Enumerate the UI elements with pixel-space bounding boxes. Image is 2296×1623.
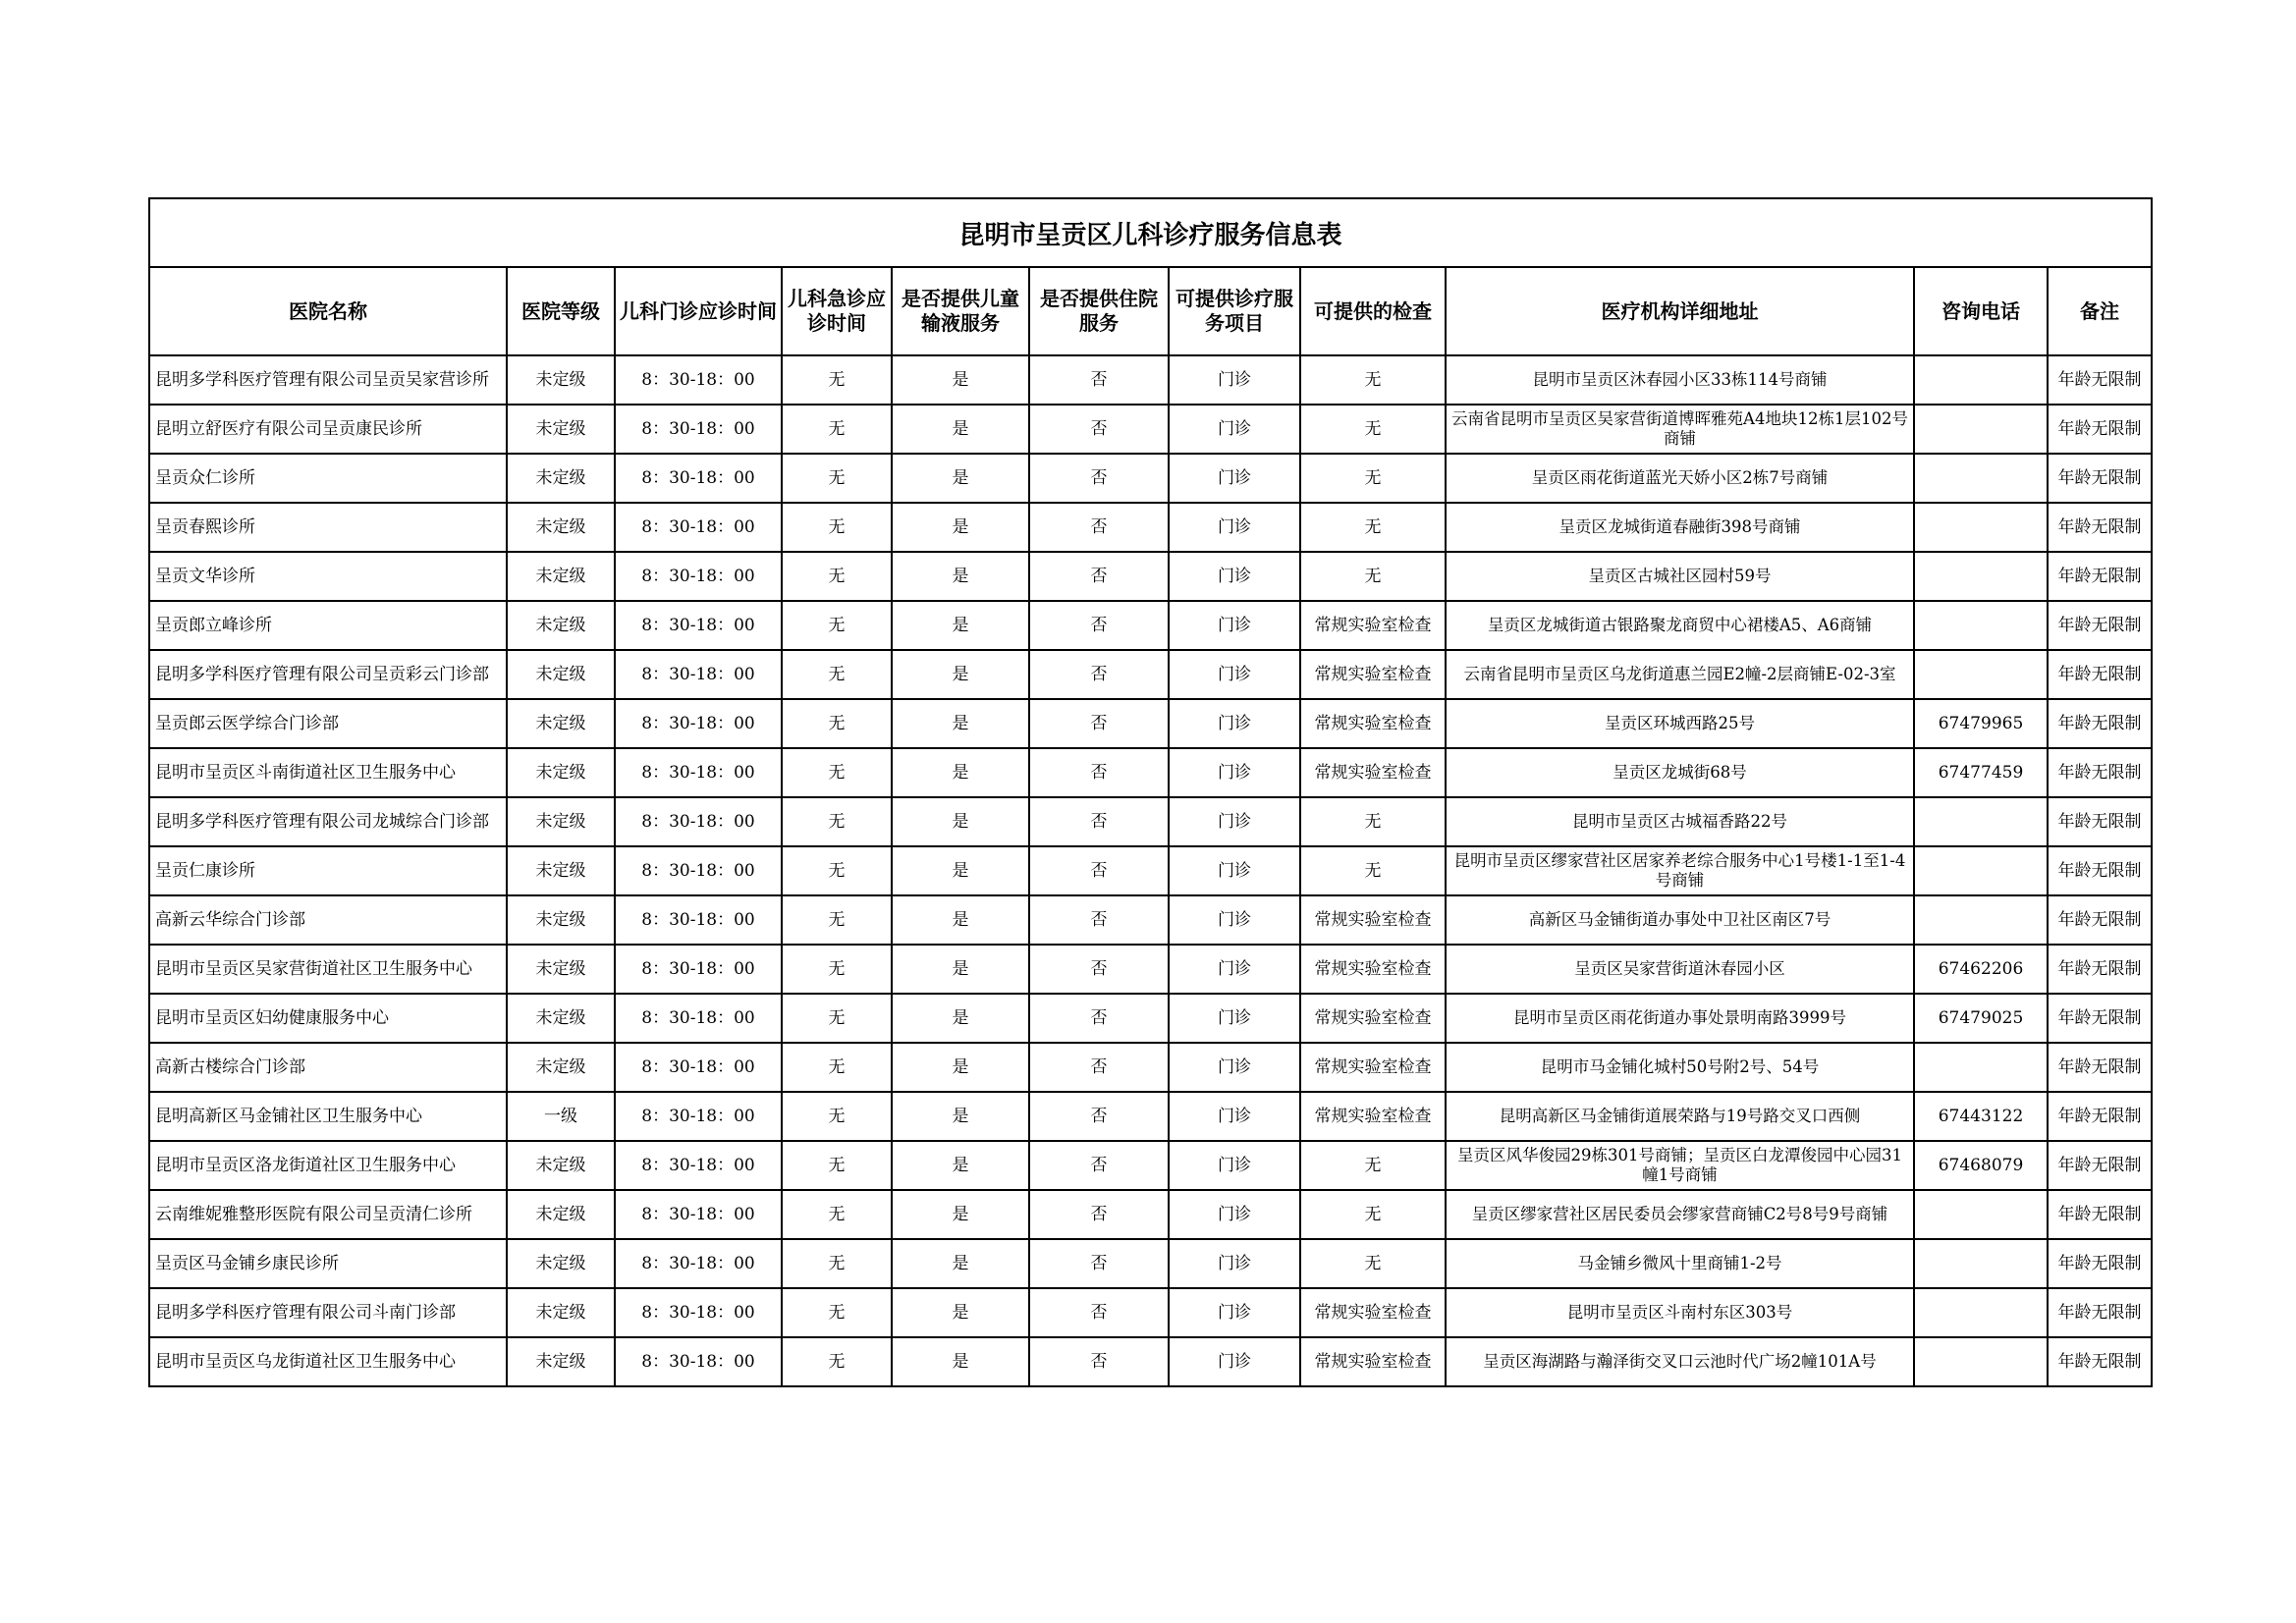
hospital-level-cell: 未定级 (507, 699, 615, 748)
service-items-cell: 门诊 (1169, 797, 1300, 846)
hospital-level-cell: 未定级 (507, 846, 615, 895)
col-header-emergency-hours: 儿科急诊应诊时间 (782, 267, 892, 355)
outpatient-hours-cell: 8：30-18：00 (615, 1288, 782, 1337)
remarks-cell: 年龄无限制 (2048, 1288, 2152, 1337)
service-items-cell: 门诊 (1169, 552, 1300, 601)
hospital-name-cell: 呈贡众仁诊所 (149, 454, 507, 503)
address-cell: 云南省昆明市呈贡区乌龙街道惠兰园E2幢-2层商铺E-02-3室 (1446, 650, 1914, 699)
examinations-cell: 常规实验室检查 (1300, 1092, 1446, 1141)
hospital-name-cell: 呈贡郎云医学综合门诊部 (149, 699, 507, 748)
emergency-hours-cell: 无 (782, 994, 892, 1043)
remarks-cell: 年龄无限制 (2048, 1043, 2152, 1092)
table-row (149, 945, 2152, 994)
emergency-hours-cell: 无 (782, 1288, 892, 1337)
hospital-level-cell: 未定级 (507, 552, 615, 601)
remarks-cell: 年龄无限制 (2048, 846, 2152, 895)
inpatient-service-cell: 否 (1029, 355, 1169, 405)
remarks-cell: 年龄无限制 (2048, 650, 2152, 699)
header-row (149, 267, 2152, 355)
remarks-cell: 年龄无限制 (2048, 1190, 2152, 1239)
inpatient-service-cell: 否 (1029, 650, 1169, 699)
pediatric-service-table (148, 197, 2153, 1387)
outpatient-hours-cell: 8：30-18：00 (615, 895, 782, 945)
hospital-name-cell: 昆明立舒医疗有限公司呈贡康民诊所 (149, 405, 507, 454)
service-items-cell: 门诊 (1169, 405, 1300, 454)
emergency-hours-cell: 无 (782, 1239, 892, 1288)
address-cell: 昆明市呈贡区缪家营社区居家养老综合服务中心1号楼1-1至1-4号商铺 (1446, 846, 1914, 895)
infusion-service-cell: 是 (892, 895, 1029, 945)
table-row (149, 355, 2152, 405)
address-cell: 昆明市呈贡区斗南村东区303号 (1446, 1288, 1914, 1337)
col-header-infusion-service: 是否提供儿童输液服务 (892, 267, 1029, 355)
hospital-name-cell: 昆明市呈贡区妇幼健康服务中心 (149, 994, 507, 1043)
remarks-cell: 年龄无限制 (2048, 1337, 2152, 1386)
examinations-cell: 常规实验室检查 (1300, 1043, 1446, 1092)
outpatient-hours-cell: 8：30-18：00 (615, 503, 782, 552)
phone-cell (1914, 1288, 2048, 1337)
col-header-outpatient-hours: 儿科门诊应诊时间 (615, 267, 782, 355)
hospital-name-cell: 昆明市呈贡区吴家营街道社区卫生服务中心 (149, 945, 507, 994)
service-items-cell: 门诊 (1169, 1190, 1300, 1239)
inpatient-service-cell: 否 (1029, 405, 1169, 454)
inpatient-service-cell: 否 (1029, 552, 1169, 601)
hospital-name-cell: 呈贡区马金铺乡康民诊所 (149, 1239, 507, 1288)
infusion-service-cell: 是 (892, 797, 1029, 846)
phone-cell (1914, 650, 2048, 699)
service-items-cell: 门诊 (1169, 1239, 1300, 1288)
examinations-cell: 常规实验室检查 (1300, 1337, 1446, 1386)
remarks-cell: 年龄无限制 (2048, 601, 2152, 650)
phone-cell (1914, 601, 2048, 650)
inpatient-service-cell: 否 (1029, 601, 1169, 650)
infusion-service-cell: 是 (892, 405, 1029, 454)
emergency-hours-cell: 无 (782, 552, 892, 601)
inpatient-service-cell: 否 (1029, 503, 1169, 552)
examinations-cell: 无 (1300, 355, 1446, 405)
phone-cell: 67479965 (1914, 699, 2048, 748)
inpatient-service-cell: 否 (1029, 1141, 1169, 1190)
infusion-service-cell: 是 (892, 503, 1029, 552)
address-cell: 呈贡区龙城街道春融街398号商铺 (1446, 503, 1914, 552)
hospital-name-cell: 昆明高新区马金铺社区卫生服务中心 (149, 1092, 507, 1141)
remarks-cell: 年龄无限制 (2048, 797, 2152, 846)
phone-cell (1914, 405, 2048, 454)
outpatient-hours-cell: 8：30-18：00 (615, 601, 782, 650)
col-header-phone: 咨询电话 (1914, 267, 2048, 355)
emergency-hours-cell: 无 (782, 895, 892, 945)
hospital-level-cell: 未定级 (507, 797, 615, 846)
phone-cell: 67462206 (1914, 945, 2048, 994)
inpatient-service-cell: 否 (1029, 994, 1169, 1043)
service-items-cell: 门诊 (1169, 1141, 1300, 1190)
hospital-name-cell: 昆明多学科医疗管理有限公司呈贡吴家营诊所 (149, 355, 507, 405)
hospital-name-cell: 昆明市呈贡区斗南街道社区卫生服务中心 (149, 748, 507, 797)
examinations-cell: 无 (1300, 846, 1446, 895)
outpatient-hours-cell: 8：30-18：00 (615, 1043, 782, 1092)
infusion-service-cell: 是 (892, 748, 1029, 797)
table-row (149, 846, 2152, 895)
hospital-level-cell: 未定级 (507, 650, 615, 699)
hospital-level-cell: 一级 (507, 1092, 615, 1141)
phone-cell (1914, 797, 2048, 846)
outpatient-hours-cell: 8：30-18：00 (615, 945, 782, 994)
infusion-service-cell: 是 (892, 1239, 1029, 1288)
examinations-cell: 常规实验室检查 (1300, 994, 1446, 1043)
address-cell: 昆明市呈贡区雨花街道办事处景明南路3999号 (1446, 994, 1914, 1043)
remarks-cell: 年龄无限制 (2048, 405, 2152, 454)
examinations-cell: 常规实验室检查 (1300, 699, 1446, 748)
infusion-service-cell: 是 (892, 1337, 1029, 1386)
examinations-cell: 无 (1300, 1239, 1446, 1288)
service-items-cell: 门诊 (1169, 895, 1300, 945)
phone-cell (1914, 1239, 2048, 1288)
table-row (149, 895, 2152, 945)
table-row (149, 994, 2152, 1043)
address-cell: 呈贡区环城西路25号 (1446, 699, 1914, 748)
outpatient-hours-cell: 8：30-18：00 (615, 1141, 782, 1190)
infusion-service-cell: 是 (892, 994, 1029, 1043)
remarks-cell: 年龄无限制 (2048, 454, 2152, 503)
service-items-cell: 门诊 (1169, 1288, 1300, 1337)
hospital-name-cell: 呈贡春熙诊所 (149, 503, 507, 552)
outpatient-hours-cell: 8：30-18：00 (615, 1190, 782, 1239)
hospital-name-cell: 昆明多学科医疗管理有限公司龙城综合门诊部 (149, 797, 507, 846)
service-items-cell: 门诊 (1169, 601, 1300, 650)
outpatient-hours-cell: 8：30-18：00 (615, 1092, 782, 1141)
phone-cell (1914, 454, 2048, 503)
examinations-cell: 无 (1300, 552, 1446, 601)
address-cell: 马金铺乡微风十里商铺1-2号 (1446, 1239, 1914, 1288)
address-cell: 呈贡区龙城街68号 (1446, 748, 1914, 797)
address-cell: 呈贡区风华俊园29栋301号商铺；呈贡区白龙潭俊园中心园31幢1号商铺 (1446, 1141, 1914, 1190)
table-row (149, 1288, 2152, 1337)
infusion-service-cell: 是 (892, 355, 1029, 405)
service-items-cell: 门诊 (1169, 355, 1300, 405)
remarks-cell: 年龄无限制 (2048, 503, 2152, 552)
hospital-name-cell: 呈贡仁康诊所 (149, 846, 507, 895)
table-row (149, 650, 2152, 699)
phone-cell (1914, 895, 2048, 945)
table-row (149, 405, 2152, 454)
examinations-cell: 常规实验室检查 (1300, 601, 1446, 650)
emergency-hours-cell: 无 (782, 405, 892, 454)
table-row (149, 1092, 2152, 1141)
examinations-cell: 常规实验室检查 (1300, 945, 1446, 994)
inpatient-service-cell: 否 (1029, 1092, 1169, 1141)
phone-cell (1914, 503, 2048, 552)
outpatient-hours-cell: 8：30-18：00 (615, 797, 782, 846)
outpatient-hours-cell: 8：30-18：00 (615, 994, 782, 1043)
hospital-level-cell: 未定级 (507, 1288, 615, 1337)
outpatient-hours-cell: 8：30-18：00 (615, 552, 782, 601)
outpatient-hours-cell: 8：30-18：00 (615, 405, 782, 454)
hospital-level-cell: 未定级 (507, 1043, 615, 1092)
phone-cell (1914, 552, 2048, 601)
examinations-cell: 无 (1300, 797, 1446, 846)
emergency-hours-cell: 无 (782, 503, 892, 552)
emergency-hours-cell: 无 (782, 355, 892, 405)
table-row (149, 748, 2152, 797)
infusion-service-cell: 是 (892, 1092, 1029, 1141)
hospital-level-cell: 未定级 (507, 355, 615, 405)
remarks-cell: 年龄无限制 (2048, 699, 2152, 748)
service-items-cell: 门诊 (1169, 846, 1300, 895)
examinations-cell: 无 (1300, 405, 1446, 454)
outpatient-hours-cell: 8：30-18：00 (615, 355, 782, 405)
phone-cell (1914, 1337, 2048, 1386)
phone-cell: 67477459 (1914, 748, 2048, 797)
table-row (149, 601, 2152, 650)
col-header-remarks: 备注 (2048, 267, 2152, 355)
examinations-cell: 无 (1300, 503, 1446, 552)
hospital-name-cell: 呈贡郎立峰诊所 (149, 601, 507, 650)
emergency-hours-cell: 无 (782, 1043, 892, 1092)
hospital-name-cell: 昆明市呈贡区洛龙街道社区卫生服务中心 (149, 1141, 507, 1190)
phone-cell (1914, 1190, 2048, 1239)
emergency-hours-cell: 无 (782, 1092, 892, 1141)
phone-cell: 67479025 (1914, 994, 2048, 1043)
infusion-service-cell: 是 (892, 699, 1029, 748)
inpatient-service-cell: 否 (1029, 1043, 1169, 1092)
phone-cell (1914, 1043, 2048, 1092)
remarks-cell: 年龄无限制 (2048, 552, 2152, 601)
hospital-level-cell: 未定级 (507, 454, 615, 503)
document-sheet (148, 197, 2151, 1387)
inpatient-service-cell: 否 (1029, 1288, 1169, 1337)
col-header-hospital-level: 医院等级 (507, 267, 615, 355)
hospital-level-cell: 未定级 (507, 1141, 615, 1190)
examinations-cell: 常规实验室检查 (1300, 895, 1446, 945)
emergency-hours-cell: 无 (782, 601, 892, 650)
outpatient-hours-cell: 8：30-18：00 (615, 454, 782, 503)
emergency-hours-cell: 无 (782, 846, 892, 895)
examinations-cell: 常规实验室检查 (1300, 748, 1446, 797)
col-header-address: 医疗机构详细地址 (1446, 267, 1914, 355)
hospital-level-cell: 未定级 (507, 405, 615, 454)
table-row (149, 1239, 2152, 1288)
inpatient-service-cell: 否 (1029, 895, 1169, 945)
inpatient-service-cell: 否 (1029, 846, 1169, 895)
outpatient-hours-cell: 8：30-18：00 (615, 748, 782, 797)
address-cell: 昆明高新区马金铺街道展荣路与19号路交叉口西侧 (1446, 1092, 1914, 1141)
infusion-service-cell: 是 (892, 601, 1029, 650)
hospital-name-cell: 呈贡文华诊所 (149, 552, 507, 601)
table-row (149, 1190, 2152, 1239)
examinations-cell: 无 (1300, 1190, 1446, 1239)
hospital-name-cell: 高新云华综合门诊部 (149, 895, 507, 945)
emergency-hours-cell: 无 (782, 797, 892, 846)
inpatient-service-cell: 否 (1029, 1337, 1169, 1386)
service-items-cell: 门诊 (1169, 1337, 1300, 1386)
examinations-cell: 无 (1300, 1141, 1446, 1190)
inpatient-service-cell: 否 (1029, 1190, 1169, 1239)
hospital-level-cell: 未定级 (507, 748, 615, 797)
outpatient-hours-cell: 8：30-18：00 (615, 1239, 782, 1288)
hospital-level-cell: 未定级 (507, 1337, 615, 1386)
outpatient-hours-cell: 8：30-18：00 (615, 846, 782, 895)
service-items-cell: 门诊 (1169, 650, 1300, 699)
hospital-level-cell: 未定级 (507, 1239, 615, 1288)
infusion-service-cell: 是 (892, 454, 1029, 503)
address-cell: 呈贡区海湖路与瀚泽街交叉口云池时代广场2幢101A号 (1446, 1337, 1914, 1386)
address-cell: 呈贡区龙城街道古银路聚龙商贸中心裙楼A5、A6商铺 (1446, 601, 1914, 650)
outpatient-hours-cell: 8：30-18：00 (615, 1337, 782, 1386)
remarks-cell: 年龄无限制 (2048, 994, 2152, 1043)
examinations-cell: 常规实验室检查 (1300, 1288, 1446, 1337)
hospital-name-cell: 昆明多学科医疗管理有限公司斗南门诊部 (149, 1288, 507, 1337)
hospital-level-cell: 未定级 (507, 945, 615, 994)
remarks-cell: 年龄无限制 (2048, 895, 2152, 945)
service-items-cell: 门诊 (1169, 994, 1300, 1043)
address-cell: 呈贡区古城社区园村59号 (1446, 552, 1914, 601)
remarks-cell: 年龄无限制 (2048, 1239, 2152, 1288)
remarks-cell: 年龄无限制 (2048, 748, 2152, 797)
emergency-hours-cell: 无 (782, 1337, 892, 1386)
address-cell: 昆明市呈贡区古城福香路22号 (1446, 797, 1914, 846)
address-cell: 呈贡区吴家营街道沐春园小区 (1446, 945, 1914, 994)
hospital-level-cell: 未定级 (507, 1190, 615, 1239)
hospital-level-cell: 未定级 (507, 994, 615, 1043)
col-header-inpatient-service: 是否提供住院服务 (1029, 267, 1169, 355)
phone-cell: 67468079 (1914, 1141, 2048, 1190)
remarks-cell: 年龄无限制 (2048, 1092, 2152, 1141)
remarks-cell: 年龄无限制 (2048, 355, 2152, 405)
infusion-service-cell: 是 (892, 1043, 1029, 1092)
outpatient-hours-cell: 8：30-18：00 (615, 699, 782, 748)
address-cell: 昆明市马金铺化城村50号附2号、54号 (1446, 1043, 1914, 1092)
address-cell: 呈贡区缪家营社区居民委员会缪家营商铺C2号8号9号商铺 (1446, 1190, 1914, 1239)
infusion-service-cell: 是 (892, 1141, 1029, 1190)
inpatient-service-cell: 否 (1029, 1239, 1169, 1288)
table-row (149, 1141, 2152, 1190)
table-row (149, 699, 2152, 748)
title-row (149, 198, 2152, 267)
service-items-cell: 门诊 (1169, 1092, 1300, 1141)
hospital-level-cell: 未定级 (507, 503, 615, 552)
hospital-level-cell: 未定级 (507, 895, 615, 945)
remarks-cell: 年龄无限制 (2048, 945, 2152, 994)
hospital-level-cell: 未定级 (507, 601, 615, 650)
infusion-service-cell: 是 (892, 1288, 1029, 1337)
table-row (149, 454, 2152, 503)
emergency-hours-cell: 无 (782, 454, 892, 503)
table-row (149, 1337, 2152, 1386)
phone-cell (1914, 846, 2048, 895)
examinations-cell: 常规实验室检查 (1300, 650, 1446, 699)
emergency-hours-cell: 无 (782, 1141, 892, 1190)
emergency-hours-cell: 无 (782, 945, 892, 994)
emergency-hours-cell: 无 (782, 748, 892, 797)
infusion-service-cell: 是 (892, 846, 1029, 895)
table-row (149, 797, 2152, 846)
service-items-cell: 门诊 (1169, 748, 1300, 797)
inpatient-service-cell: 否 (1029, 748, 1169, 797)
emergency-hours-cell: 无 (782, 650, 892, 699)
table-row (149, 1043, 2152, 1092)
service-items-cell: 门诊 (1169, 1043, 1300, 1092)
service-items-cell: 门诊 (1169, 503, 1300, 552)
hospital-name-cell: 昆明市呈贡区乌龙街道社区卫生服务中心 (149, 1337, 507, 1386)
emergency-hours-cell: 无 (782, 699, 892, 748)
address-cell: 云南省昆明市呈贡区吴家营街道博晖雅苑A4地块12栋1层102号商铺 (1446, 405, 1914, 454)
emergency-hours-cell: 无 (782, 1190, 892, 1239)
infusion-service-cell: 是 (892, 1190, 1029, 1239)
table-row (149, 552, 2152, 601)
service-items-cell: 门诊 (1169, 454, 1300, 503)
hospital-name-cell: 高新古楼综合门诊部 (149, 1043, 507, 1092)
phone-cell: 67443122 (1914, 1092, 2048, 1141)
inpatient-service-cell: 否 (1029, 797, 1169, 846)
inpatient-service-cell: 否 (1029, 699, 1169, 748)
examinations-cell: 无 (1300, 454, 1446, 503)
infusion-service-cell: 是 (892, 552, 1029, 601)
service-items-cell: 门诊 (1169, 945, 1300, 994)
hospital-name-cell: 昆明多学科医疗管理有限公司呈贡彩云门诊部 (149, 650, 507, 699)
col-header-examinations: 可提供的检查 (1300, 267, 1446, 355)
outpatient-hours-cell: 8：30-18：00 (615, 650, 782, 699)
infusion-service-cell: 是 (892, 650, 1029, 699)
phone-cell (1914, 355, 2048, 405)
address-cell: 呈贡区雨花街道蓝光天娇小区2栋7号商铺 (1446, 454, 1914, 503)
address-cell: 高新区马金铺街道办事处中卫社区南区7号 (1446, 895, 1914, 945)
address-cell: 昆明市呈贡区沐春园小区33栋114号商铺 (1446, 355, 1914, 405)
col-header-service-items: 可提供诊疗服务项目 (1169, 267, 1300, 355)
inpatient-service-cell: 否 (1029, 945, 1169, 994)
remarks-cell: 年龄无限制 (2048, 1141, 2152, 1190)
service-items-cell: 门诊 (1169, 699, 1300, 748)
page-title: 昆明市呈贡区儿科诊疗服务信息表 (149, 198, 2152, 267)
infusion-service-cell: 是 (892, 945, 1029, 994)
hospital-name-cell: 云南维妮雅整形医院有限公司呈贡清仁诊所 (149, 1190, 507, 1239)
table-row (149, 503, 2152, 552)
col-header-hospital-name: 医院名称 (149, 267, 507, 355)
inpatient-service-cell: 否 (1029, 454, 1169, 503)
